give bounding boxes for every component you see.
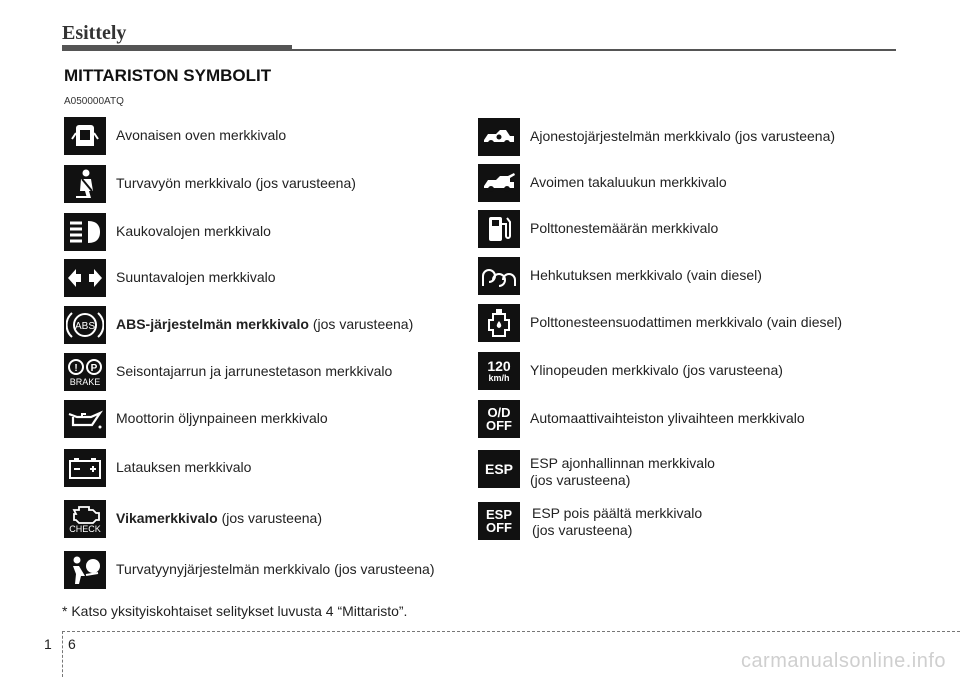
esp-off-icon xyxy=(478,502,520,540)
footer-line xyxy=(62,631,960,632)
esp-off-icon-text: ESP xyxy=(485,507,512,522)
symbol-item xyxy=(478,450,878,490)
esp-icon xyxy=(478,450,520,488)
esp-icon-text: ESP xyxy=(484,460,513,477)
immobilizer-icon xyxy=(478,118,520,156)
symbol-label xyxy=(116,510,322,527)
symbol-label-rest: (jos varusteena) xyxy=(217,510,322,526)
symbol-item xyxy=(64,500,464,540)
symbol-item xyxy=(64,449,464,489)
trunk-open-icon xyxy=(478,164,520,202)
symbol-item xyxy=(478,502,878,542)
symbol-label xyxy=(532,505,702,539)
symbol-item xyxy=(64,353,464,393)
symbol-label-bold: Vikamerkkivalo xyxy=(116,510,218,526)
symbol-item xyxy=(478,304,878,344)
symbol-label: Ajonestojärjestelmän merkkivalo (jos varusteena) xyxy=(530,128,836,144)
battery-icon xyxy=(64,449,106,487)
symbol-item xyxy=(478,118,878,158)
symbol-label: Automaattivaihteiston ylivaihteen merkkivalo xyxy=(530,410,805,426)
brake-icon xyxy=(64,353,106,391)
check-engine-icon xyxy=(64,500,106,538)
symbol-item xyxy=(478,210,878,250)
oil-pressure-icon xyxy=(64,400,106,438)
overdrive-icon-text: O/D xyxy=(487,405,511,420)
symbol-item xyxy=(64,306,464,346)
symbol-label: Avoimen takaluukun merkkivalo xyxy=(530,174,727,190)
overdrive-off-icon xyxy=(478,400,520,438)
overspeed-icon xyxy=(478,352,520,390)
symbol-label: Seisontajarrun ja jarrunestetason merkkivalo xyxy=(116,363,393,379)
symbol-label-line1: ESP pois päältä merkkivalo xyxy=(532,505,703,521)
symbol-label: Kaukovalojen merkkivalo xyxy=(116,223,271,239)
abs-icon-text: ABS xyxy=(74,321,96,332)
watermark: carmanualsonline.info xyxy=(740,650,946,672)
symbol-item xyxy=(64,259,464,299)
symbol-item xyxy=(64,165,464,205)
section-title: MITTARISTON SYMBOLIT xyxy=(64,66,272,85)
svg-text:P: P xyxy=(90,363,98,374)
header-line xyxy=(292,49,896,51)
symbol-label: Polttonestemäärän merkkivalo xyxy=(530,220,719,236)
glow-plug-icon xyxy=(478,257,520,295)
page-number: 6 xyxy=(68,636,76,652)
symbol-item xyxy=(478,164,878,204)
symbol-item xyxy=(478,352,878,392)
symbol-label-line1: ESP ajonhallinnan merkkivalo xyxy=(530,455,715,471)
footnote: * Katso yksityiskohtaiset selitykset luvusta 4 “Mittaristo”. xyxy=(62,603,408,619)
high-beam-icon xyxy=(64,213,106,251)
overspeed-icon-number: 120 xyxy=(487,358,511,374)
check-icon-text: CHECK xyxy=(69,524,101,534)
symbol-label: Polttonesteensuodattimen merkkivalo (vain diesel) xyxy=(530,314,843,330)
svg-text:!: ! xyxy=(74,363,78,374)
symbol-label xyxy=(116,316,413,333)
symbol-label-bold: ABS-järjestelmän merkkivalo xyxy=(116,316,309,332)
symbol-label: Moottorin öljynpaineen merkkivalo xyxy=(116,410,328,426)
airbag-icon xyxy=(64,551,106,589)
symbol-label-line2: (jos varusteena) xyxy=(530,472,631,488)
turn-signal-icon xyxy=(64,259,106,297)
symbol-label: Hehkutuksen merkkivalo (vain diesel) xyxy=(530,267,762,283)
esp-off-icon-off: OFF xyxy=(486,520,512,535)
symbol-label: Suuntavalojen merkkivalo xyxy=(116,269,276,285)
brake-icon-text: BRAKE xyxy=(69,377,101,387)
symbol-label: Ylinopeuden merkkivalo (jos varusteena) xyxy=(530,362,783,378)
header-title: Esittely xyxy=(62,22,127,44)
symbol-label: Turvatyynyjärjestelmän merkkivalo (jos varusteena) xyxy=(116,561,435,577)
symbol-item xyxy=(64,400,464,440)
open-door-icon xyxy=(64,117,106,155)
symbol-item xyxy=(64,551,464,591)
symbol-item xyxy=(478,257,878,297)
symbol-label-line2: (jos varusteena) xyxy=(532,522,633,538)
symbol-label: Latauksen merkkivalo xyxy=(116,459,252,475)
symbol-label xyxy=(530,455,715,489)
header-bar xyxy=(62,45,292,51)
symbol-label: Turvavyön merkkivalo (jos varusteena) xyxy=(116,175,356,191)
abs-icon xyxy=(64,306,106,344)
symbol-item xyxy=(64,213,464,253)
section-code: A050000ATQ xyxy=(64,96,124,107)
chapter-number: 1 xyxy=(44,636,52,652)
symbol-item xyxy=(64,117,464,157)
fuel-filter-icon xyxy=(478,304,520,342)
fuel-icon xyxy=(478,210,520,248)
overspeed-icon-unit: km/h xyxy=(488,373,510,383)
symbol-item xyxy=(478,400,878,440)
overdrive-icon-off: OFF xyxy=(486,418,512,433)
symbol-label: Avonaisen oven merkkivalo xyxy=(116,127,287,143)
footer-divider xyxy=(62,631,63,677)
seatbelt-icon xyxy=(64,165,106,203)
symbol-label-rest: (jos varusteena) xyxy=(308,316,414,332)
